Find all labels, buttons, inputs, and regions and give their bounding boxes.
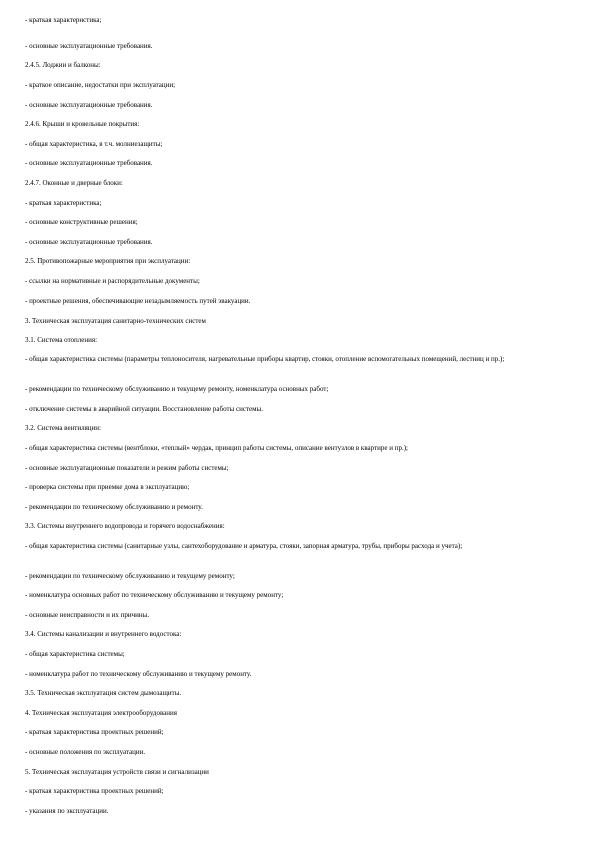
text-line: - краткая характеристика проектных решений; — [25, 728, 164, 736]
section-heading: 3.1. Система отопления: — [25, 336, 98, 344]
section-heading: 3.2. Система вентиляции: — [25, 424, 101, 432]
text-line: - основные конструктивные решения; — [25, 218, 138, 226]
text-line: - основные эксплуатационные требования. — [25, 159, 153, 167]
text-line: - рекомендации по техническому обслуживанию и ремонту. — [25, 503, 203, 511]
text-line: - общая характеристика системы (вентблоки, «теплый» чердак, принцип работы системы, описание вентузлов в квартире и пр.); — [25, 444, 408, 452]
text-line: - общая характеристика системы (санитарные узлы, сантехоборудование и арматура, стояки, запорная арматура, трубы, приборы расхода и учета); — [25, 542, 463, 550]
chapter-heading: 5. Техническая эксплуатация устройств связи и сигнализации — [25, 768, 209, 776]
section-heading: 2.4.6. Крыши и кровельные покрытия: — [25, 120, 140, 128]
section-heading: 2.4.7. Оконные и дверные блоки: — [25, 179, 123, 187]
text-line: - проектные решения, обеспечивающие незадымляемость путей эвакуации. — [25, 297, 251, 305]
section-heading: 3.4. Системы канализации и внутреннего водостока: — [25, 630, 182, 638]
text-line: - краткая характеристика проектных решений; — [25, 787, 164, 795]
text-line: - номенклатура основных работ по техническому обслуживанию и текущему ремонту; — [25, 591, 284, 599]
text-line: - указания по эксплуатации. — [25, 807, 109, 815]
text-line: - общая характеристика, в т.ч. молниезащиты; — [25, 140, 163, 148]
text-line: - основные эксплуатационные показатели и режим работы системы; — [25, 464, 229, 472]
text-line: - краткое описание, недостатки при эксплуатации; — [25, 81, 176, 89]
section-heading: 2.4.5. Лоджии и балконы: — [25, 61, 101, 69]
text-line: - номенклатура работ по техническому обслуживанию и текущему ремонту. — [25, 670, 252, 678]
text-line: - рекомендации по техническому обслуживанию и текущему ремонту, номенклатура основных работ; — [25, 385, 329, 393]
text-line: - основные эксплуатационные требования. — [25, 101, 153, 109]
text-line: - основные эксплуатационные требования. — [25, 238, 153, 246]
text-line: - отключение системы в аварийной ситуации. Восстановление работы системы. — [25, 405, 263, 413]
section-heading: 3.3. Системы внутреннего водопровода и горячего водоснабжения: — [25, 522, 225, 530]
text-line: - краткая характеристика; — [25, 199, 102, 207]
text-line: - рекомендации по техническому обслуживанию и текущему ремонту; — [25, 572, 235, 580]
text-line: - основные неисправности и их причины. — [25, 611, 150, 619]
text-line: - краткая характеристика; — [25, 16, 102, 24]
text-line: - основные эксплуатационные требования. — [25, 42, 153, 50]
chapter-heading: 3. Техническая эксплуатация санитарно-технических систем — [25, 317, 206, 325]
text-line: - основные положения по эксплуатации. — [25, 748, 146, 756]
text-line: - общая характеристика системы; — [25, 650, 125, 658]
text-line: - общая характеристика системы (параметры теплоносителя, нагревательные приборы квартир, стояки, отопление вспомогательных помещений, лестниц и пр.); — [25, 355, 505, 363]
text-line: - ссылки на нормативные и распорядительные документы; — [25, 277, 200, 285]
chapter-heading: 4. Техническая эксплуатация электрооборудования — [25, 709, 177, 717]
section-heading: 3.5. Техническая эксплуатация систем дымозащиты. — [25, 689, 182, 697]
section-heading: 2.5. Противопожарные мероприятия при эксплуатации: — [25, 257, 191, 265]
text-line: - проверка системы при приемке дома в эксплуатацию; — [25, 483, 190, 491]
